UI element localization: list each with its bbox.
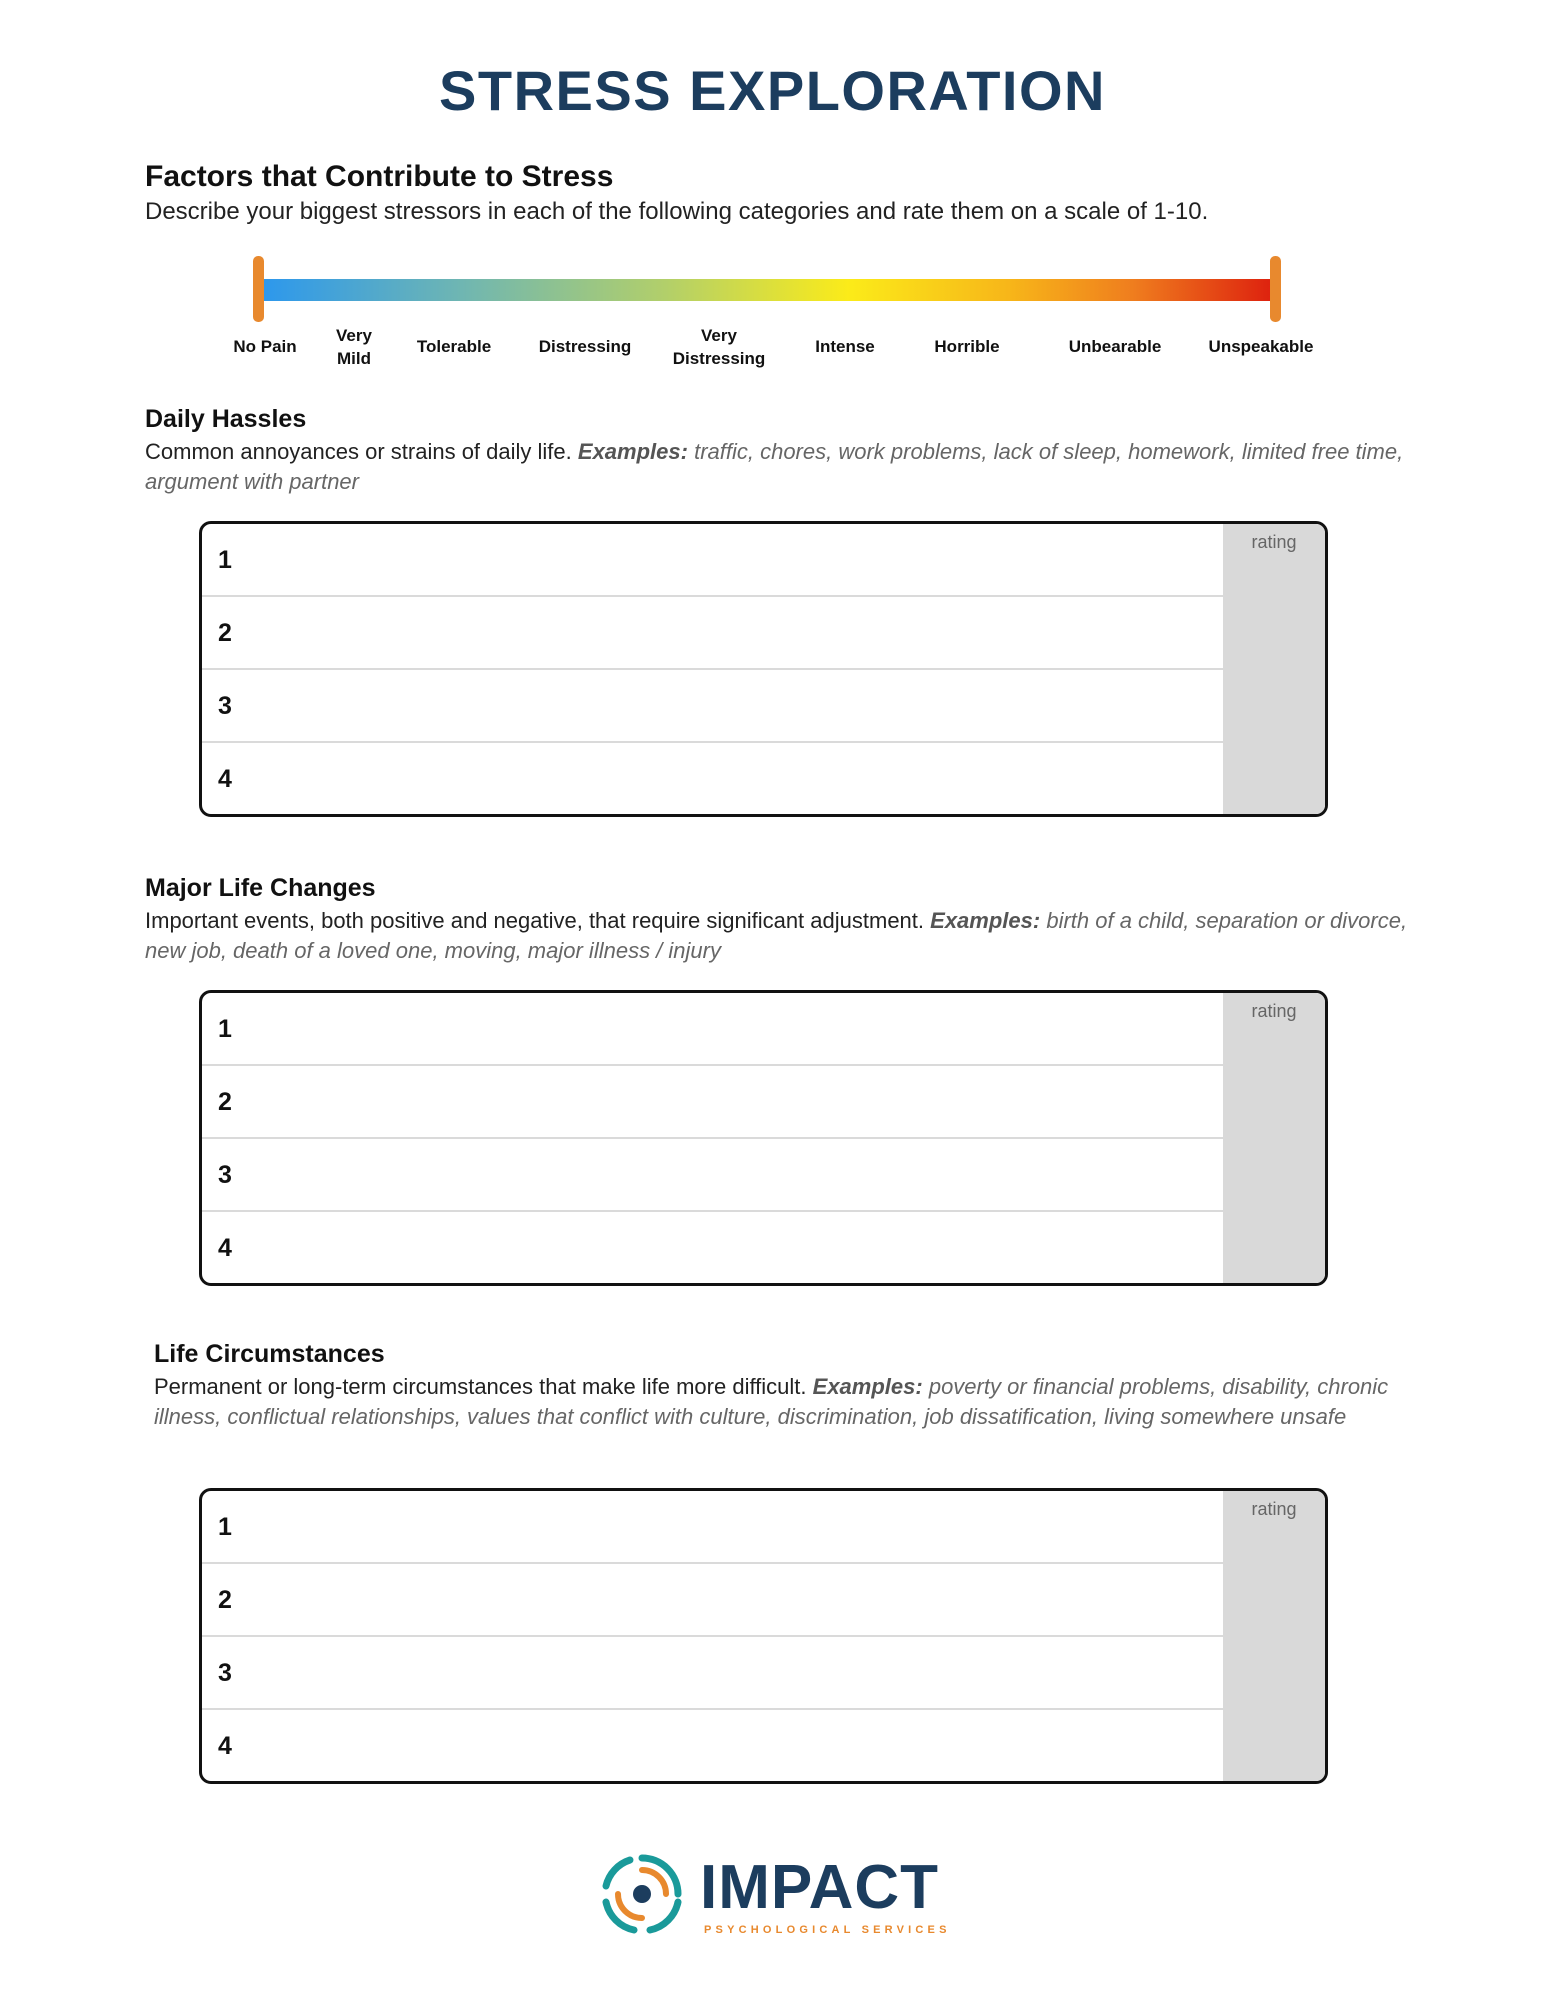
scale-label: Horrible bbox=[934, 337, 1000, 356]
rating-label: rating bbox=[1251, 532, 1297, 552]
section-description: Common annoyances or strains of daily life. Examples: traffic, chores, work problems, lack of sleep, homework, limited free time, argument with partner bbox=[145, 439, 1404, 494]
rating-entry-field[interactable] bbox=[1223, 1491, 1325, 1564]
rating-entry-field[interactable] bbox=[1223, 597, 1325, 670]
scale-label: Very Mild bbox=[336, 326, 372, 368]
rating-entry-field[interactable] bbox=[1223, 670, 1325, 743]
section-description: Permanent or long-term circumstances that make life more difficult. Examples: poverty or financial problems, disability, chronic illness, conflictual relationships, values that conflict with culture, discrimination, job dissatification, living somewhere unsafe bbox=[154, 1374, 1389, 1429]
row-number: 3 bbox=[218, 692, 232, 720]
stressor-table bbox=[199, 1488, 1328, 1784]
stressor-entry-field[interactable] bbox=[262, 1637, 1223, 1708]
rating-entry-field[interactable] bbox=[1223, 1212, 1325, 1285]
rating-label: rating bbox=[1251, 1001, 1297, 1021]
section-title: Life Circumstances bbox=[154, 1340, 385, 1368]
row-number: 4 bbox=[218, 1732, 232, 1760]
stressor-entry-field[interactable] bbox=[262, 1710, 1223, 1783]
stressor-entry-field[interactable] bbox=[262, 1212, 1223, 1285]
table-row bbox=[202, 1139, 1223, 1212]
table-row bbox=[202, 1066, 1223, 1139]
stressor-entry-field[interactable] bbox=[262, 597, 1223, 668]
scale-label: Intense bbox=[815, 337, 875, 356]
impact-logo bbox=[600, 1850, 951, 1940]
impact-logo-icon bbox=[600, 1852, 684, 1936]
table-row bbox=[202, 1491, 1223, 1564]
scale-right-cap bbox=[1270, 256, 1281, 322]
table-row bbox=[202, 1710, 1223, 1783]
scale-label: Unbearable bbox=[1068, 337, 1162, 356]
stressor-entry-field[interactable] bbox=[262, 743, 1223, 816]
row-number: 3 bbox=[218, 1161, 232, 1189]
section-heading: Factors that Contribute to Stress bbox=[145, 160, 614, 193]
logo-subtitle: PSYCHOLOGICAL SERVICES bbox=[704, 1924, 951, 1936]
rating-entry-field[interactable] bbox=[1223, 1066, 1325, 1139]
scale-label: Very Distressing bbox=[672, 326, 766, 368]
rating-entry-field[interactable] bbox=[1223, 1139, 1325, 1212]
table-row bbox=[202, 670, 1223, 743]
table-row bbox=[202, 1212, 1223, 1285]
stressor-entry-field[interactable] bbox=[262, 1066, 1223, 1137]
rating-entry-field[interactable] bbox=[1223, 1710, 1325, 1783]
stressor-entry-field[interactable] bbox=[262, 993, 1223, 1064]
section-title: Major Life Changes bbox=[145, 874, 376, 902]
stressor-table bbox=[199, 990, 1328, 1286]
stressor-entry-field[interactable] bbox=[262, 1139, 1223, 1210]
scale-label: No Pain bbox=[233, 337, 297, 356]
stressor-entry-field[interactable] bbox=[262, 1491, 1223, 1562]
rating-entry-field[interactable] bbox=[1223, 524, 1325, 597]
logo-wordmark: IMPACT bbox=[700, 1853, 940, 1922]
scale-label: Unspeakable bbox=[1208, 337, 1314, 356]
rating-entry-field[interactable] bbox=[1223, 1564, 1325, 1637]
table-row bbox=[202, 993, 1223, 1066]
scale-left-cap bbox=[253, 256, 264, 322]
table-row bbox=[202, 597, 1223, 670]
row-number: 2 bbox=[218, 1088, 232, 1116]
section-description: Important events, both positive and negative, that require significant adjustment. Examples: birth of a child, separation or divorce, new job, death of a loved one, moving, major illness / injury bbox=[145, 908, 1408, 963]
table-row bbox=[202, 1637, 1223, 1710]
page-title: STRESS EXPLORATION bbox=[439, 59, 1106, 122]
scale-label: Distressing bbox=[538, 337, 632, 356]
table-row bbox=[202, 1564, 1223, 1637]
section-title: Daily Hassles bbox=[145, 405, 307, 433]
table-row bbox=[202, 524, 1223, 597]
scale-label: Tolerable bbox=[416, 337, 492, 356]
rating-entry-field[interactable] bbox=[1223, 743, 1325, 816]
stressor-entry-field[interactable] bbox=[262, 524, 1223, 595]
rating-label: rating bbox=[1251, 1499, 1297, 1519]
row-number: 1 bbox=[218, 546, 232, 574]
stressor-table bbox=[199, 521, 1328, 817]
rating-entry-field[interactable] bbox=[1223, 993, 1325, 1066]
stressor-entry-field[interactable] bbox=[262, 670, 1223, 741]
row-number: 4 bbox=[218, 1234, 232, 1262]
rating-entry-field[interactable] bbox=[1223, 1637, 1325, 1710]
row-number: 2 bbox=[218, 619, 232, 647]
row-number: 2 bbox=[218, 1586, 232, 1614]
intro-text: Describe your biggest stressors in each of the following categories and rate them on a scale of 1-10. bbox=[145, 198, 1209, 225]
scale-gradient-bar bbox=[258, 279, 1276, 301]
row-number: 1 bbox=[218, 1015, 232, 1043]
table-row bbox=[202, 743, 1223, 816]
stressor-entry-field[interactable] bbox=[262, 1564, 1223, 1635]
row-number: 3 bbox=[218, 1659, 232, 1687]
scale-labels bbox=[0, 326, 1545, 380]
row-number: 1 bbox=[218, 1513, 232, 1541]
row-number: 4 bbox=[218, 765, 232, 793]
